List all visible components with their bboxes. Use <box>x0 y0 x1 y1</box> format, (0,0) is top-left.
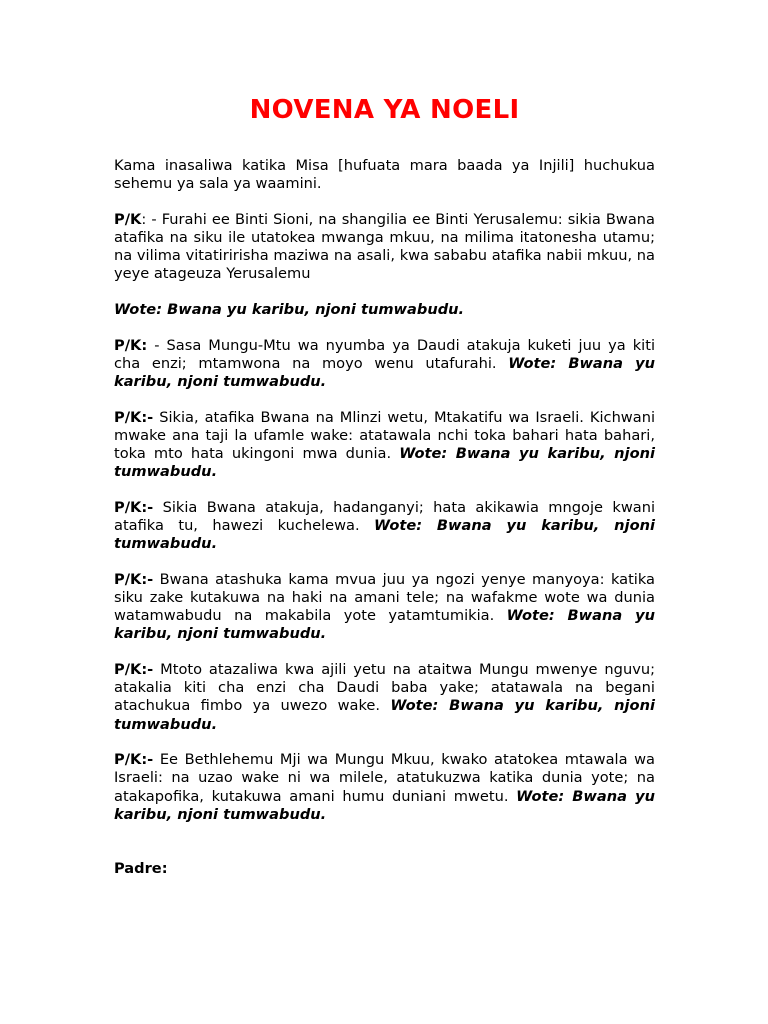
speaker-label: P/K:- <box>114 408 154 426</box>
response-text: Wote: Bwana yu karibu, njoni tumwabudu. <box>114 787 655 823</box>
prayer-paragraph-2 <box>114 337 655 392</box>
response-text: Wote: Bwana yu karibu, njoni tumwabudu. <box>114 607 655 643</box>
response-text: Wote: Bwana yu karibu, njoni tumwabudu. <box>114 354 655 390</box>
prayer-text: Ee Bethlehemu Mji wa Mungu Mkuu, kwako atatokea mtawala wa Israeli: na uzao wake ni wa milele, atatukuzwa katika dunia yote; na atakapofika, kutakuwa amani humu duniani mwetu. <box>114 751 655 805</box>
prayer-text: : - Furahi ee Binti Sioni, na shangilia ee Binti Yerusalemu: sikia Bwana atafika na siku ile utatokea mwanga mkuu, na milima itatonesha utamu; na vilima vitatiririsha maziwa na asali, kwa sababu atafika nabii mkuu, na yeye atageuza Yerusalemu <box>114 210 655 283</box>
response-line <box>114 301 655 319</box>
response-text: Wote: Bwana yu karibu, njoni tumwabudu. <box>114 301 465 318</box>
speaker-label: P/K:- <box>114 498 154 516</box>
prayer-text: Sikia Bwana atakuja, hadanganyi; hata akikawia mngoje kwani atafika tu, hawezi kuchelewa. <box>114 498 655 534</box>
prayer-text: Bwana atashuka kama mvua juu ya ngozi yenye manyoya: katika siku zake kutakuwa na haki na amani tele; na wafakme wote wa dunia watamwabudu na makabila yote yatamtumikia. <box>114 570 655 625</box>
prayer-text: Sikia, atafika Bwana na Mlinzi wetu, Mtakatifu wa Israeli. Kichwani mwake ana taji la ufamle wake: atatawala nchi toka bahari hata bahari, toka mto hata ukingoni mwa dunia. <box>114 408 655 462</box>
prayer-paragraph-1 <box>114 211 655 284</box>
document-title: NOVENA YA NOELI <box>249 95 520 125</box>
speaker-label: P/K:- <box>114 661 154 678</box>
prayer-text: Mtoto atazaliwa kwa ajili yetu na ataitwa Mungu mwenye nguvu; atakalia kiti cha enzi cha Daudi baba yake; atatawala na begani atachukua fimbo ya uwezo wake. <box>114 661 655 715</box>
response-text: Wote: Bwana yu karibu, njoni tumwabudu. <box>114 445 655 481</box>
prayer-paragraph-5 <box>114 571 655 644</box>
document-body <box>114 157 655 896</box>
response-text: Wote: Bwana yu karibu, njoni tumwabudu. <box>114 517 655 553</box>
speaker-label: P/K <box>114 210 142 228</box>
speaker-label: P/K:- <box>114 570 154 588</box>
speaker-label: P/K: <box>114 336 148 354</box>
prayer-paragraph-7 <box>114 751 655 824</box>
speaker-label: P/K:- <box>114 751 154 769</box>
prayer-paragraph-6 <box>114 661 655 734</box>
prayer-paragraph-4 <box>114 499 655 554</box>
prayer-text: - Sasa Mungu-Mtu wa nyumba ya Daudi atakuja kuketi juu ya kiti cha enzi; mtamwona na moyo wenu utafurahi. <box>114 336 655 372</box>
intro-paragraph: Kama inasaliwa katika Misa [hufuata mara baada ya Injili] huchukua sehemu ya sala ya waamini. <box>114 157 655 193</box>
padre-label: Padre: <box>114 860 168 878</box>
response-text: Wote: Bwana yu karibu, njoni tumwabudu. <box>114 697 655 733</box>
prayer-paragraph-3 <box>114 409 655 482</box>
